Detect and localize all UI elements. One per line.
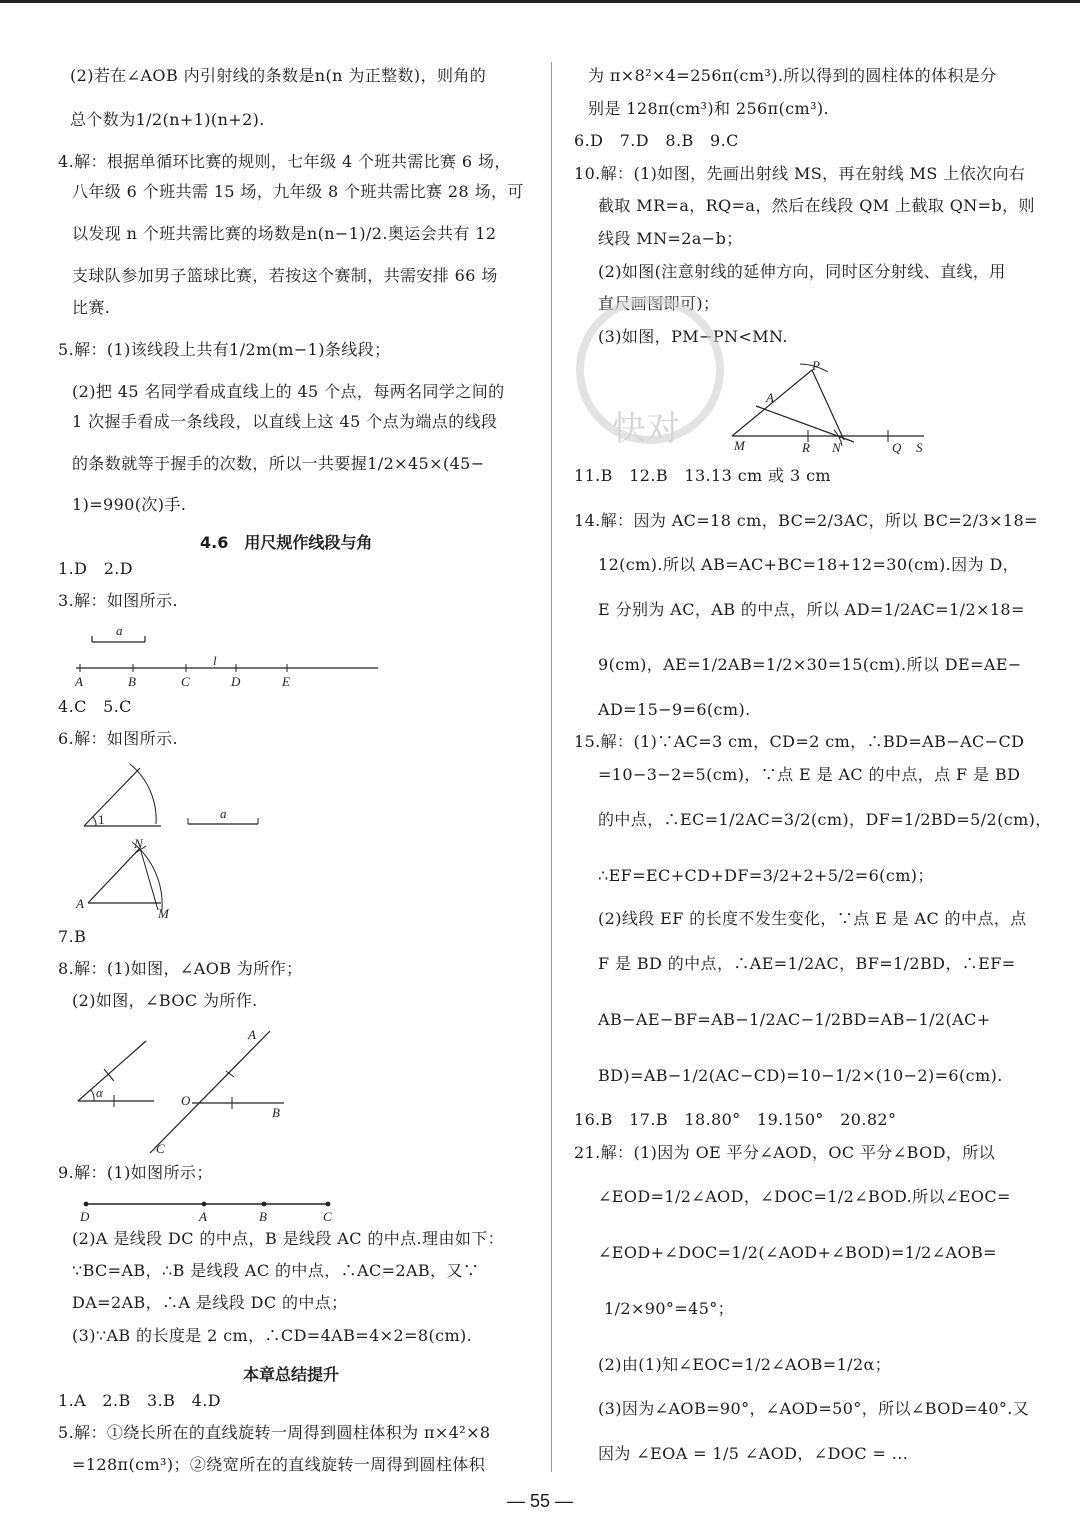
fig3-point-A: A bbox=[75, 674, 83, 689]
right-text-line: 为 π×8²×4=256π(cm³).所以得到的圆柱体的体积是分 bbox=[588, 66, 997, 85]
right-text-line: 1/2×90°=45°； bbox=[604, 1299, 735, 1318]
figure-9 bbox=[74, 1194, 344, 1226]
figure-10 bbox=[726, 358, 936, 458]
right-text-line: ∴EF=EC+CD+DF=3/2+2+5/2=6(cm)； bbox=[598, 866, 934, 885]
left-text-line: ∵BC=AB，∴B 是线段 AC 的中点，∴AC=2AB，又∵ bbox=[72, 1261, 480, 1280]
left-text-line: (3)∵AB 的长度是 2 cm，∴CD=4AB=4×2=8(cm). bbox=[72, 1326, 473, 1345]
left-text-line: 1.D 2.D bbox=[58, 559, 133, 578]
left-text-line: 1 次握手看成一条线段，以直线上这 45 个点为端点的线段 bbox=[72, 412, 498, 431]
fig6-angle-1: 1 bbox=[98, 812, 105, 827]
fig3-label-a: a bbox=[116, 623, 123, 638]
fig3-point-B: B bbox=[128, 674, 136, 689]
fig10-point-R: R bbox=[802, 440, 810, 455]
left-text-line: 八年级 6 个班共需 15 场，九年级 8 个班共需比赛 28 场，可 bbox=[72, 182, 524, 201]
figure-8 bbox=[74, 1025, 304, 1160]
fig3-label-l: l bbox=[213, 653, 217, 668]
right-text-line: ∠EOD=1/2∠AOD，∠DOC=1/2∠BOD.所以∠EOC= bbox=[598, 1187, 1011, 1206]
fig9-point-D: D bbox=[80, 1209, 90, 1224]
fig10-point-S: S bbox=[916, 440, 923, 455]
right-text-line: (2)如图(注意射线的延伸方向，同时区分射线、直线，用 bbox=[598, 262, 1006, 281]
left-text-line: 7.B bbox=[58, 927, 87, 946]
left-text-line: 4.解：根据单循环比赛的规则，七年级 4 个班共需比赛 6 场， bbox=[58, 152, 511, 171]
left-text-line: (2)如图，∠BOC 为所作. bbox=[72, 991, 258, 1010]
right-text-line: AD=15−9=6(cm). bbox=[598, 700, 751, 719]
right-text-line: 因为 ∠EOA = 1/5 ∠AOD，∠DOC = ... bbox=[598, 1444, 909, 1463]
left-text-line: (2)A 是线段 DC 的中点，B 是线段 AC 的中点.理由如下： bbox=[72, 1229, 505, 1248]
right-text-line: AB−AE−BF=AB−1/2AC−1/2BD=AB−1/2(AC+ bbox=[598, 1010, 991, 1029]
left-text-line: 以发现 n 个班共需比赛的场数是n(n−1)/2.奥运会共有 12 bbox=[72, 224, 497, 243]
fig6-label-a: a bbox=[220, 806, 227, 821]
fig10-point-Q: Q bbox=[892, 440, 902, 455]
left-text-line: =128π(cm³)；②绕宽所在的直线旋转一周得到圆柱体积 bbox=[72, 1455, 486, 1474]
right-text-line: 14.解：因为 AC=18 cm，BC=2/3AC，所以 BC=2/3×18= bbox=[574, 511, 1038, 530]
left-text-line: 5.解：①绕长所在的直线旋转一周得到圆柱体积为 π×4²×8 bbox=[58, 1423, 491, 1442]
page-number: — 55 — bbox=[506, 1491, 574, 1511]
fig10-point-P: P bbox=[812, 358, 820, 373]
section-heading: 4.6 用尺规作线段与角 bbox=[200, 533, 373, 552]
left-text-line: 1)=990(次)手. bbox=[72, 495, 187, 514]
left-text-line: (2)若在∠AOB 内引射线的条数是n(n 为正整数)，则角的 bbox=[70, 66, 487, 85]
left-text-line: 1.A 2.B 3.B 4.D bbox=[58, 1391, 221, 1410]
right-text-line: 9(cm)，AE=1/2AB=1/2×30=15(cm).所以 DE=AE− bbox=[598, 655, 1022, 674]
left-text-line: 总个数为1/2(n+1)(n+2). bbox=[70, 110, 265, 129]
fig10-point-N: N bbox=[832, 440, 841, 455]
right-text-line: 15.解：(1)∵AC=3 cm，CD=2 cm，∴BD=AB−AC−CD bbox=[574, 732, 1025, 751]
right-text-line: 别是 128π(cm³)和 256π(cm³). bbox=[588, 99, 830, 118]
right-text-line: 10.解：(1)如图，先画出射线 MS，再在射线 MS 上依次向右 bbox=[574, 164, 1026, 183]
left-text-line: 的条数就等于握手的次数，所以一共要握1/2×45×(45− bbox=[72, 454, 485, 473]
right-text-line: 直尺画图即可)； bbox=[598, 294, 720, 313]
left-text-line: (2)把 45 名同学看成直线上的 45 个点，每两名同学之间的 bbox=[72, 382, 505, 401]
fig10-point-A: A bbox=[766, 390, 774, 405]
right-text-line: =10−3−2=5(cm)，∵点 E 是 AC 的中点，点 F 是 BD bbox=[598, 765, 1021, 784]
left-text-line: 6.解：如图所示. bbox=[58, 729, 178, 748]
right-text-line: 11.B 12.B 13.13 cm 或 3 cm bbox=[574, 466, 831, 485]
right-text-line: 6.D 7.D 8.B 9.C bbox=[574, 131, 739, 150]
summary-heading: 本章总结提升 bbox=[243, 1365, 340, 1384]
left-text-line: 比赛. bbox=[72, 298, 111, 317]
right-text-line: F 是 BD 的中点，∴AE=1/2AC，BF=1/2BD，∴EF= bbox=[598, 954, 1016, 973]
right-text-line: 12(cm).所以 AB=AC+BC=18+12=30(cm).因为 D， bbox=[598, 555, 1020, 574]
left-text-line: 支球队参加男子篮球比赛，若按这个赛制，共需安排 66 场 bbox=[72, 266, 498, 285]
left-text-line: 8.解：(1)如图，∠AOB 为所作； bbox=[58, 959, 303, 978]
fig8-point-A: A bbox=[248, 1027, 256, 1042]
fig9-point-C: C bbox=[323, 1209, 332, 1224]
fig6-point-M: M bbox=[158, 906, 169, 921]
fig9-point-B: B bbox=[259, 1209, 267, 1224]
right-text-line: (2)由(1)知∠EOC=1/2∠AOB=1/2α； bbox=[598, 1355, 892, 1374]
fig9-point-A: A bbox=[199, 1209, 207, 1224]
fig8-point-B: B bbox=[272, 1105, 280, 1120]
figure-3 bbox=[70, 620, 390, 692]
fig8-point-O: O bbox=[181, 1093, 191, 1108]
watermark-stamp bbox=[560, 290, 740, 470]
right-text-line: 截取 MR=a，RQ=a，然后在线段 QM 上截取 QN=b，则 bbox=[598, 196, 1035, 215]
figure-6 bbox=[76, 760, 276, 925]
left-text-line: 5.解：(1)该线段上共有1/2m(m−1)条线段； bbox=[58, 340, 391, 359]
right-text-line: 线段 MN=2a−b； bbox=[598, 229, 743, 248]
left-text-line: DA=2AB，∴A 是线段 DC 的中点； bbox=[72, 1293, 348, 1312]
fig10-point-M: M bbox=[734, 438, 745, 453]
right-text-line: (3)如图，PM−PN<MN. bbox=[598, 327, 788, 346]
column-divider bbox=[551, 62, 552, 1472]
right-text-line: 16.B 17.B 18.80° 19.150° 20.82° bbox=[574, 1110, 897, 1129]
top-rule bbox=[0, 0, 1080, 3]
left-text-line: 3.解：如图所示. bbox=[58, 591, 178, 610]
fig3-point-D: D bbox=[231, 674, 241, 689]
fig3-point-C: C bbox=[181, 674, 190, 689]
right-text-line: 的中点，∴EC=1/2AC=3/2(cm)，DF=1/2BD=5/2(cm)， bbox=[598, 810, 1052, 829]
fig6-point-N: N bbox=[134, 836, 143, 851]
right-text-line: E 分别为 AC，AB 的中点，所以 AD=1/2AC=1/2×18= bbox=[598, 600, 1025, 619]
right-text-line: (2)线段 EF 的长度不发生变化，∵点 E 是 AC 的中点，点 bbox=[598, 909, 1027, 928]
left-text-line: 9.解：(1)如图所示； bbox=[58, 1163, 213, 1182]
left-text-line: 4.C 5.C bbox=[58, 697, 132, 716]
right-text-line: BD)=AB−1/2(AC−CD)=10−1/2×(10−2)=6(cm). bbox=[598, 1066, 1003, 1085]
fig8-angle-alpha: α bbox=[96, 1085, 103, 1100]
fig6-point-A: A bbox=[76, 896, 84, 911]
fig8-point-C: C bbox=[156, 1141, 165, 1156]
right-text-line: 21.解：(1)因为 OE 平分∠AOD，OC 平分∠BOD，所以 bbox=[574, 1143, 996, 1162]
right-text-line: (3)因为∠AOB=90°，∠AOD=50°，所以∠BOD=40°.又 bbox=[598, 1399, 1030, 1418]
watermark-text: 快对 bbox=[612, 409, 680, 449]
right-text-line: ∠EOD+∠DOC=1/2(∠AOD+∠BOD)=1/2∠AOB= bbox=[598, 1243, 997, 1262]
fig3-point-E: E bbox=[282, 674, 290, 689]
